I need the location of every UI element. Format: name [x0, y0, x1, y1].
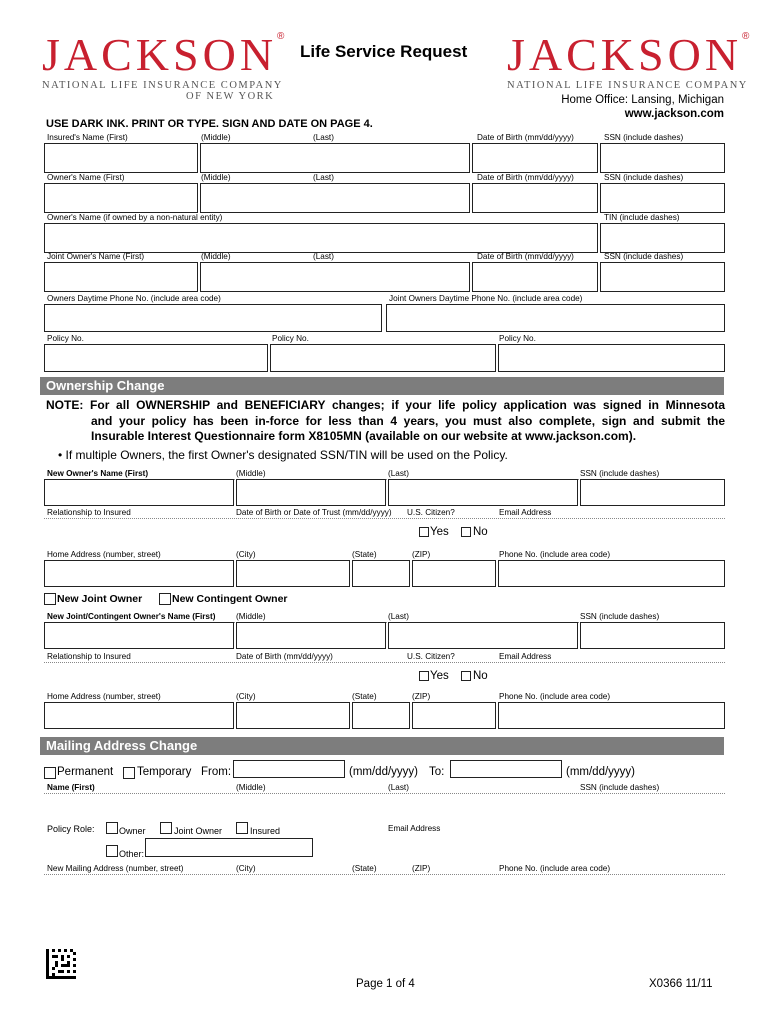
owner-dob-label: Date of Birth (mm/dd/yyyy)	[477, 173, 574, 182]
owner-entity-label: Owner's Name (if owned by a non-natural entity)	[47, 213, 223, 222]
role-other-label: Other:	[119, 849, 145, 859]
joint-contingent-state-input[interactable]	[352, 702, 410, 729]
owner-entity-input[interactable]	[44, 223, 598, 253]
new-owner-citizen-yes-checkbox[interactable]	[419, 527, 429, 537]
joint-contingent-citizen-no-checkbox[interactable]	[461, 671, 471, 681]
joint-ssn-label: SSN (include dashes)	[604, 252, 684, 261]
owner-first-label: Owner's Name (First)	[47, 173, 125, 182]
from-date-format: (mm/dd/yyyy)	[349, 766, 418, 778]
role-other-checkbox[interactable]	[106, 845, 118, 857]
joint-first-input[interactable]	[44, 262, 198, 292]
joint-contingent-middle-input[interactable]	[236, 622, 386, 649]
joint-contingent-first-label: New Joint/Contingent Owner's Name (First)	[47, 612, 216, 621]
policy-no-3-label: Policy No.	[499, 334, 536, 343]
mailing-ssn-label: SSN (include dashes)	[580, 783, 660, 792]
role-other-input[interactable]	[145, 838, 313, 857]
note-line-3: Insurable Interest Questionnaire form X8105MN (available on our website at www.jackson.com).	[91, 429, 637, 443]
joint-contingent-address-input[interactable]	[44, 702, 234, 729]
insured-dob-label: Date of Birth (mm/dd/yyyy)	[477, 133, 574, 142]
joint-contingent-last-label: (Last)	[388, 612, 409, 621]
new-joint-owner-label: New Joint Owner	[57, 593, 143, 605]
owner-ssn-input[interactable]	[600, 183, 725, 213]
temporary-checkbox[interactable]	[123, 767, 135, 779]
new-owner-address-input[interactable]	[44, 560, 234, 587]
policy-role-label: Policy Role:	[47, 824, 95, 834]
mailing-name-first-label: Name (First)	[47, 783, 95, 792]
mailing-city-label: (City)	[236, 864, 256, 873]
note-line-1: NOTE: For all OWNERSHIP and BENEFICIARY changes; if your life policy application was signed in Minnesota	[46, 398, 725, 412]
note-line-2: and your policy has been in-force for less than 4 years, you must also complete, sign and submit the	[91, 414, 725, 428]
owner-first-input[interactable]	[44, 183, 198, 213]
joint-contingent-state-label: (State)	[352, 692, 377, 701]
divider	[44, 518, 725, 519]
new-owner-last-input[interactable]	[388, 479, 578, 506]
new-owner-ssn-input[interactable]	[580, 479, 725, 506]
insured-middle-last-input[interactable]	[200, 143, 470, 173]
new-owner-zip-input[interactable]	[412, 560, 496, 587]
home-office: Home Office: Lansing, Michigan	[561, 94, 724, 106]
role-insured-label: Insured	[250, 826, 281, 836]
joint-contingent-last-input[interactable]	[388, 622, 578, 649]
joint-middle-label: (Middle)	[201, 252, 231, 261]
joint-dob-label: Date of Birth (mm/dd/yyyy)	[477, 252, 574, 261]
new-contingent-owner-label: New Contingent Owner	[172, 593, 288, 605]
policy-no-2-input[interactable]	[270, 344, 496, 372]
role-insured-checkbox[interactable]	[236, 822, 248, 834]
new-owner-citizen-no-label: No	[473, 526, 488, 538]
instructions: USE DARK INK. PRINT OR TYPE. SIGN AND DATE ON PAGE 4.	[46, 118, 373, 130]
role-joint-owner-checkbox[interactable]	[160, 822, 172, 834]
new-owner-state-label: (State)	[352, 550, 377, 559]
new-owner-middle-label: (Middle)	[236, 469, 266, 478]
owner-dob-input[interactable]	[472, 183, 598, 213]
joint-middle-last-input[interactable]	[200, 262, 470, 292]
joint-contingent-citizen-no-label: No	[473, 670, 488, 682]
jackson-logo: JACKSON® NATIONAL LIFE INSURANCE COMPANY	[507, 29, 754, 91]
joint-contingent-city-label: (City)	[236, 692, 256, 701]
owner-tin-input[interactable]	[600, 223, 725, 253]
joint-first-label: Joint Owner's Name (First)	[47, 252, 145, 261]
new-owner-citizen-label: U.S. Citizen?	[407, 508, 455, 517]
new-owner-first-label: New Owner's Name (First)	[47, 469, 149, 478]
new-owner-middle-input[interactable]	[236, 479, 386, 506]
owner-ssn-label: SSN (include dashes)	[604, 173, 684, 182]
mailing-last-label: (Last)	[388, 783, 409, 792]
permanent-checkbox[interactable]	[44, 767, 56, 779]
joint-contingent-phone-label: Phone No. (include area code)	[499, 692, 611, 701]
policy-no-1-label: Policy No.	[47, 334, 84, 343]
new-joint-owner-checkbox[interactable]	[44, 593, 56, 605]
policy-no-1-input[interactable]	[44, 344, 268, 372]
new-owner-relationship-label: Relationship to Insured	[47, 508, 131, 517]
form-code: X0366 11/11	[649, 978, 713, 990]
from-label: From:	[201, 766, 232, 778]
joint-contingent-address-label: Home Address (number, street)	[47, 692, 161, 701]
to-date-format: (mm/dd/yyyy)	[566, 766, 635, 778]
joint-dob-input[interactable]	[472, 262, 598, 292]
insured-last-label: (Last)	[313, 133, 334, 142]
joint-contingent-middle-label: (Middle)	[236, 612, 266, 621]
new-owner-ssn-label: SSN (include dashes)	[580, 469, 660, 478]
new-owner-phone-label: Phone No. (include area code)	[499, 550, 611, 559]
owner-last-label: (Last)	[313, 173, 334, 182]
joint-contingent-phone-input[interactable]	[498, 702, 725, 729]
owner-middle-last-input[interactable]	[200, 183, 470, 213]
permanent-label: Permanent	[57, 766, 114, 778]
mailing-state-label: (State)	[352, 864, 377, 873]
insured-ssn-label: SSN (include dashes)	[604, 133, 684, 142]
joint-contingent-citizen-yes-label: Yes	[430, 670, 449, 682]
owners-phone-label: Owners Daytime Phone No. (include area code)	[47, 294, 221, 303]
joint-contingent-citizen-yes-checkbox[interactable]	[419, 671, 429, 681]
new-owner-first-input[interactable]	[44, 479, 234, 506]
new-owner-citizen-yes-label: Yes	[430, 526, 449, 538]
divider	[44, 793, 725, 794]
to-date-input[interactable]	[450, 760, 562, 778]
ownership-change-heading: Ownership Change	[40, 377, 724, 395]
new-owner-citizen-no-checkbox[interactable]	[461, 527, 471, 537]
new-owner-phone-input[interactable]	[498, 560, 725, 587]
insured-middle-label: (Middle)	[201, 133, 231, 142]
joint-contingent-dob-label: Date of Birth (mm/dd/yyyy)	[236, 652, 333, 661]
mailing-middle-label: (Middle)	[236, 783, 266, 792]
joint-contingent-zip-label: (ZIP)	[412, 692, 431, 701]
new-owner-address-label: Home Address (number, street)	[47, 550, 161, 559]
new-owner-state-input[interactable]	[352, 560, 410, 587]
insured-first-input[interactable]	[44, 143, 198, 173]
new-owner-email-label: Email Address	[499, 508, 552, 517]
role-joint-owner-label: Joint Owner	[174, 826, 223, 836]
joint-contingent-zip-input[interactable]	[412, 702, 496, 729]
mailing-zip-label: (ZIP)	[412, 864, 431, 873]
owner-middle-label: (Middle)	[201, 173, 231, 182]
jackson-ny-logo: JACKSON® NATIONAL LIFE INSURANCE COMPANY OF NEW YORK	[42, 29, 289, 102]
joint-contingent-ssn-label: SSN (include dashes)	[580, 612, 660, 621]
new-owner-last-label: (Last)	[388, 469, 409, 478]
multiple-owners-bullet: • If multiple Owners, the first Owner's designated SSN/TIN will be used on the Policy.	[58, 448, 508, 462]
divider	[44, 874, 725, 875]
website: www.jackson.com	[624, 108, 724, 120]
divider	[44, 662, 725, 663]
insured-ssn-input[interactable]	[600, 143, 725, 173]
joint-contingent-ssn-input[interactable]	[580, 622, 725, 649]
joint-contingent-email-label: Email Address	[499, 652, 552, 661]
insured-first-label: Insured's Name (First)	[47, 133, 128, 142]
role-owner-checkbox[interactable]	[106, 822, 118, 834]
joint-contingent-city-input[interactable]	[236, 702, 350, 729]
new-owner-city-input[interactable]	[236, 560, 350, 587]
to-label: To:	[429, 766, 445, 778]
temporary-label: Temporary	[137, 766, 192, 778]
joint-contingent-relationship-label: Relationship to Insured	[47, 652, 131, 661]
joint-last-label: (Last)	[313, 252, 334, 261]
new-contingent-owner-checkbox[interactable]	[159, 593, 171, 605]
insured-dob-input[interactable]	[472, 143, 598, 173]
joint-contingent-citizen-label: U.S. Citizen?	[407, 652, 455, 661]
joint-contingent-first-input[interactable]	[44, 622, 234, 649]
joint-ssn-input[interactable]	[600, 262, 725, 292]
owners-phone-input[interactable]	[44, 304, 382, 332]
policy-no-3-input[interactable]	[498, 344, 725, 372]
page-number: Page 1 of 4	[356, 978, 415, 990]
new-owner-city-label: (City)	[236, 550, 256, 559]
from-date-input[interactable]	[233, 760, 345, 778]
joint-phone-input[interactable]	[386, 304, 725, 332]
role-owner-label: Owner	[119, 826, 146, 836]
new-mailing-address-label: New Mailing Address (number, street)	[47, 864, 184, 873]
policy-no-2-label: Policy No.	[272, 334, 309, 343]
new-owner-zip-label: (ZIP)	[412, 550, 431, 559]
mailing-change-heading: Mailing Address Change	[40, 737, 724, 755]
owner-tin-label: TIN (include dashes)	[604, 213, 680, 222]
new-owner-dob-trust-label: Date of Birth or Date of Trust (mm/dd/yyyy)	[236, 508, 392, 517]
page-title: Life Service Request	[300, 42, 468, 61]
mailing-phone-label: Phone No. (include area code)	[499, 864, 611, 873]
joint-phone-label: Joint Owners Daytime Phone No. (include area code)	[389, 294, 583, 303]
barcode-icon	[46, 949, 76, 979]
mailing-email-label: Email Address	[388, 824, 441, 833]
